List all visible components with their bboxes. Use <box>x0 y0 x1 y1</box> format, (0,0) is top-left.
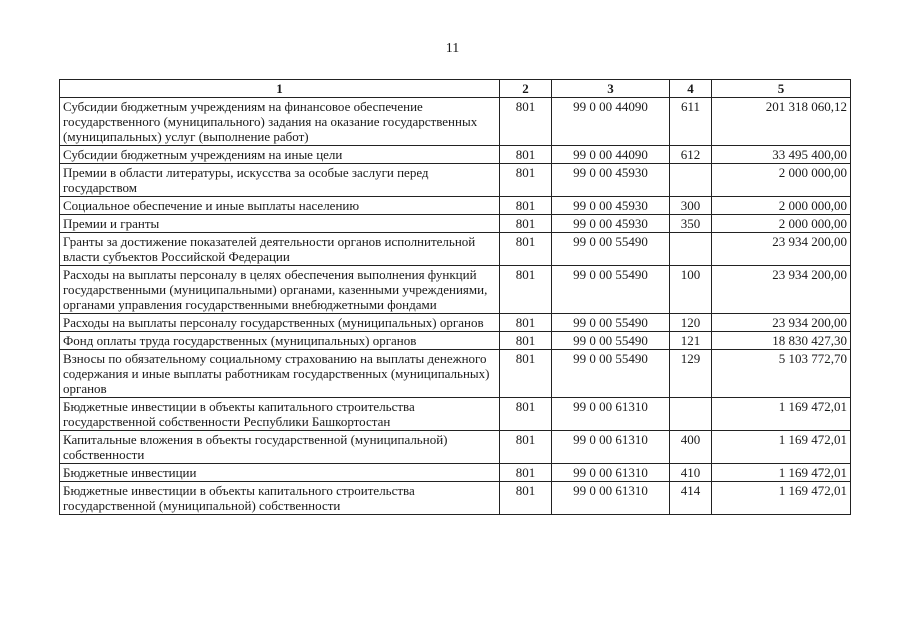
row-article: 99 0 00 61310 <box>552 464 670 482</box>
row-amount: 1 169 472,01 <box>712 482 851 515</box>
row-name: Бюджетные инвестиции в объекты капитального строительства государственной собственности Республики Башкортостан <box>60 398 500 431</box>
row-amount: 2 000 000,00 <box>712 215 851 233</box>
table-body <box>60 98 851 515</box>
budget-table <box>59 79 851 515</box>
row-code: 801 <box>500 233 552 266</box>
row-amount: 2 000 000,00 <box>712 164 851 197</box>
row-code: 801 <box>500 266 552 314</box>
row-amount: 33 495 400,00 <box>712 146 851 164</box>
row-article: 99 0 00 61310 <box>552 431 670 464</box>
column-header-5: 5 <box>712 80 851 98</box>
table-row <box>60 266 851 314</box>
row-code: 801 <box>500 332 552 350</box>
row-code: 801 <box>500 215 552 233</box>
row-type <box>670 233 712 266</box>
row-type: 350 <box>670 215 712 233</box>
row-type: 414 <box>670 482 712 515</box>
table-row <box>60 314 851 332</box>
row-article: 99 0 00 61310 <box>552 398 670 431</box>
table-row <box>60 464 851 482</box>
row-type: 300 <box>670 197 712 215</box>
row-name: Бюджетные инвестиции <box>60 464 500 482</box>
table-row <box>60 482 851 515</box>
row-amount: 5 103 772,70 <box>712 350 851 398</box>
row-code: 801 <box>500 314 552 332</box>
row-name: Премии в области литературы, искусства за особые заслуги перед государством <box>60 164 500 197</box>
row-amount: 2 000 000,00 <box>712 197 851 215</box>
row-type: 120 <box>670 314 712 332</box>
row-type: 612 <box>670 146 712 164</box>
row-name: Капитальные вложения в объекты государственной (муниципальной) собственности <box>60 431 500 464</box>
table-header-row <box>60 80 851 98</box>
row-amount: 1 169 472,01 <box>712 464 851 482</box>
table-row <box>60 215 851 233</box>
row-amount: 18 830 427,30 <box>712 332 851 350</box>
row-code: 801 <box>500 98 552 146</box>
row-name: Субсидии бюджетным учреждениям на финансовое обеспечение государственного (муниципального) задания на оказание государственных (муниципальных) услуг (выполнение работ) <box>60 98 500 146</box>
row-article: 99 0 00 45930 <box>552 197 670 215</box>
row-article: 99 0 00 44090 <box>552 146 670 164</box>
row-code: 801 <box>500 197 552 215</box>
row-amount: 23 934 200,00 <box>712 266 851 314</box>
row-name: Расходы на выплаты персоналу государственных (муниципальных) органов <box>60 314 500 332</box>
row-article: 99 0 00 55490 <box>552 350 670 398</box>
row-type <box>670 398 712 431</box>
row-name: Расходы на выплаты персоналу в целях обеспечения выполнения функций государственными (муниципальными) органами, казенными учреждениями, органами управления государственными внебюджетными фондами <box>60 266 500 314</box>
table-row <box>60 146 851 164</box>
table-row <box>60 332 851 350</box>
row-amount: 1 169 472,01 <box>712 398 851 431</box>
page-number: 11 <box>445 41 460 56</box>
row-name: Бюджетные инвестиции в объекты капитального строительства государственной (муниципальной) собственности <box>60 482 500 515</box>
table-row <box>60 233 851 266</box>
table-row <box>60 431 851 464</box>
row-amount: 1 169 472,01 <box>712 431 851 464</box>
row-article: 99 0 00 55490 <box>552 266 670 314</box>
column-header-1: 1 <box>60 80 500 98</box>
row-article: 99 0 00 55490 <box>552 332 670 350</box>
row-article: 99 0 00 45930 <box>552 215 670 233</box>
row-code: 801 <box>500 464 552 482</box>
row-name: Взносы по обязательному социальному страхованию на выплаты денежного содержания и иные выплаты работникам государственных (муниципальных) органов <box>60 350 500 398</box>
row-code: 801 <box>500 146 552 164</box>
row-code: 801 <box>500 164 552 197</box>
row-code: 801 <box>500 431 552 464</box>
row-type: 410 <box>670 464 712 482</box>
row-name: Субсидии бюджетным учреждениям на иные цели <box>60 146 500 164</box>
row-article: 99 0 00 55490 <box>552 233 670 266</box>
row-code: 801 <box>500 482 552 515</box>
column-header-3: 3 <box>552 80 670 98</box>
row-code: 801 <box>500 398 552 431</box>
row-type: 400 <box>670 431 712 464</box>
table-row <box>60 197 851 215</box>
row-name: Гранты за достижение показателей деятельности органов исполнительной власти субъектов Российской Федерации <box>60 233 500 266</box>
row-article: 99 0 00 55490 <box>552 314 670 332</box>
column-header-4: 4 <box>670 80 712 98</box>
row-name: Фонд оплаты труда государственных (муниципальных) органов <box>60 332 500 350</box>
row-type: 121 <box>670 332 712 350</box>
row-article: 99 0 00 45930 <box>552 164 670 197</box>
row-amount: 23 934 200,00 <box>712 314 851 332</box>
row-code: 801 <box>500 350 552 398</box>
column-header-2: 2 <box>500 80 552 98</box>
row-type <box>670 164 712 197</box>
row-type: 129 <box>670 350 712 398</box>
row-amount: 23 934 200,00 <box>712 233 851 266</box>
row-name: Социальное обеспечение и иные выплаты населению <box>60 197 500 215</box>
table-row <box>60 98 851 146</box>
row-amount: 201 318 060,12 <box>712 98 851 146</box>
table-row <box>60 398 851 431</box>
table-row <box>60 164 851 197</box>
table-row <box>60 350 851 398</box>
row-article: 99 0 00 44090 <box>552 98 670 146</box>
row-type: 100 <box>670 266 712 314</box>
row-article: 99 0 00 61310 <box>552 482 670 515</box>
row-type: 611 <box>670 98 712 146</box>
row-name: Премии и гранты <box>60 215 500 233</box>
